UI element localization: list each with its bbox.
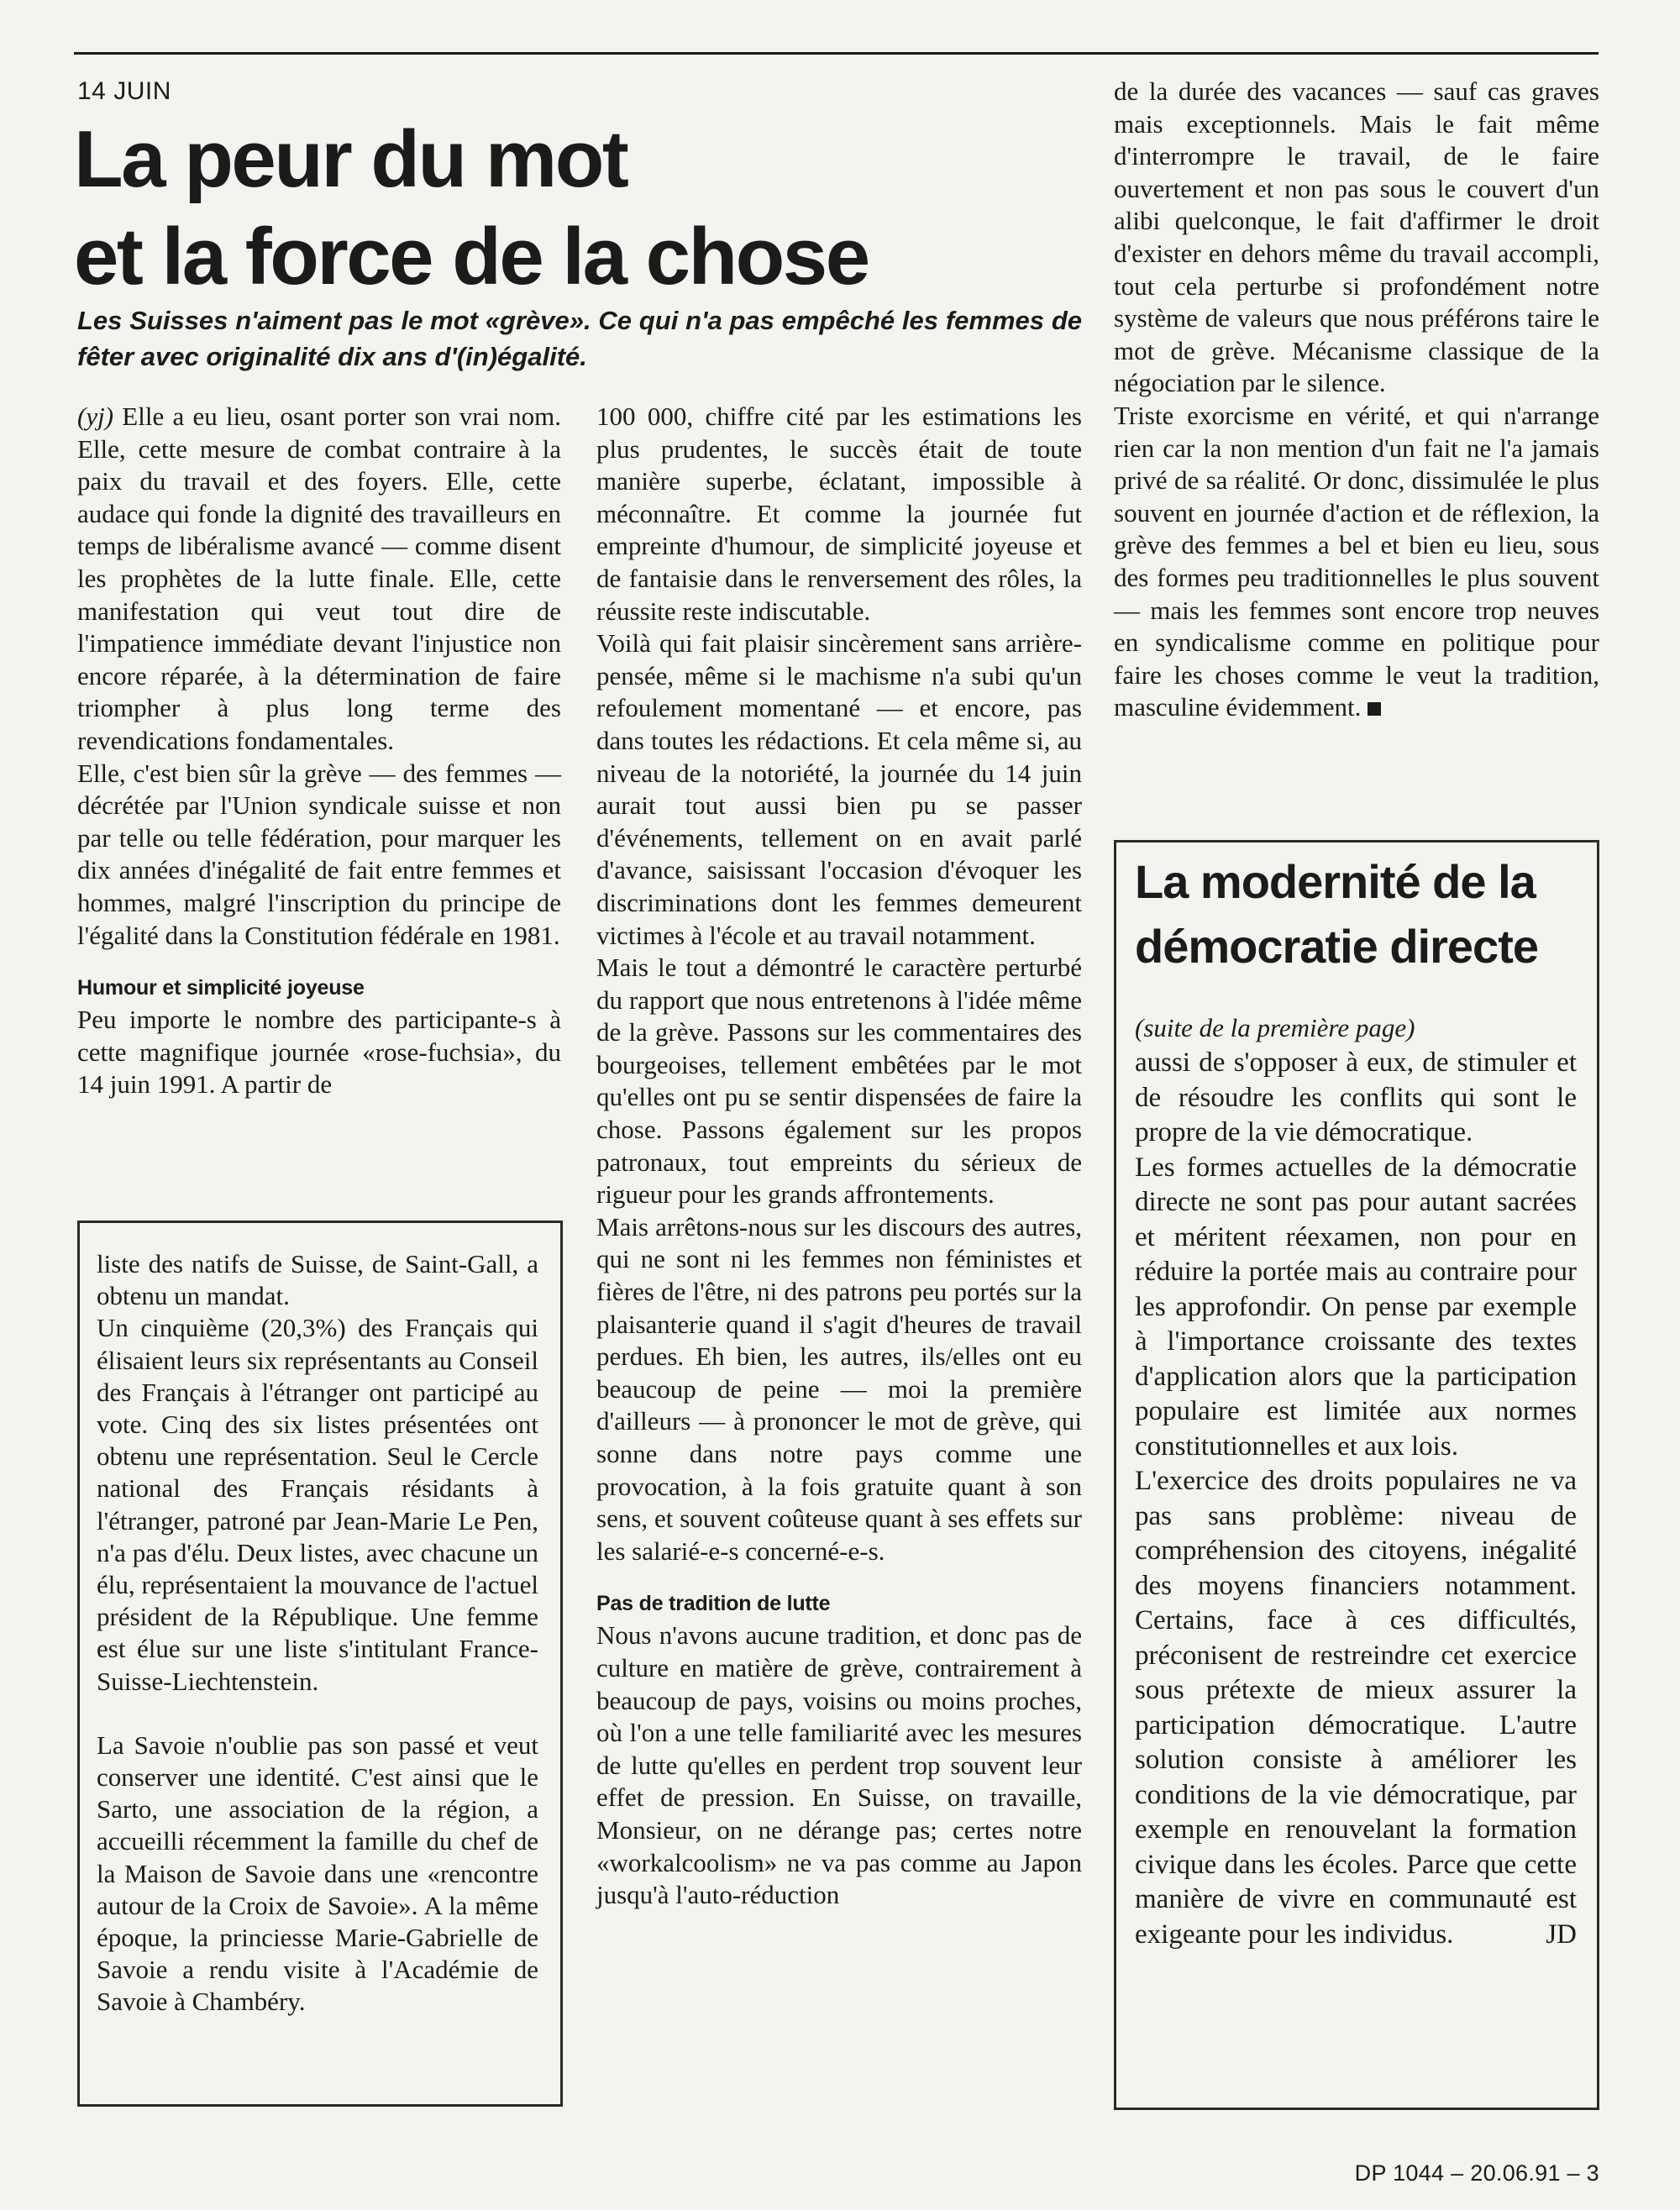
article-column-2 — [596, 401, 1082, 1912]
continued-note: (suite de la première page) — [1135, 1013, 1415, 1042]
article-paragraph: (yj) Elle a eu lieu, osant porter son vrai nom. Elle, cette mesure de combat contraire à la paix du travail et des foyers. Elle, cette audace qui fonde la dignité des travailleurs en temps de libéralisme avancé — comme disent les prophètes de la lutte finale. Elle, cette manifestation qui veut tout dire de l'impatience immédiate devant l'injustice non encore réparée, à la détermination de faire triompher à plus long terme des revendications fondamentales. — [77, 402, 561, 755]
article-paragraph: Elle, c'est bien sûr la grève — des femmes — décrétée par l'Union syndicale suisse et non par telle ou telle fédération, pour marquer les dix années d'inégalité de fait entre femmes et hommes, malgré l'inscription du principe de l'égalité dans la Constitution fédérale en 1981. — [77, 758, 561, 950]
article-paragraph-cont: Peu importe le nombre des participante-s à cette magnifique journée «rose-fuchsia», du 14 juin 1991. A partir de — [77, 1005, 561, 1100]
article-paragraph-cont: 100 000, chiffre cité par les estimations les plus prudentes, le succès était de toute manière superbe, éclatant, impossible à méconnaître. Et comme la journée fut empreinte d'humour, de simplicité joyeuse et de fantaisie dans le renversement des rôles, la réussite reste indiscutable. — [596, 402, 1082, 626]
headline — [74, 111, 1082, 306]
headline-line-2: et la force de la chose — [74, 212, 869, 302]
subheading-tradition: Pas de tradition de lutte — [596, 1592, 831, 1616]
box-title: La modernité de la démocratie directe — [1135, 855, 1538, 973]
article-paragraph: Mais le tout a démontré le caractère perturbé du rapport que nous entretenons à l'idée même de la grève. Passons sur les commentaires des bourgeoises, tellement embêtées par le mot qu'elles ont pu se sentir dispensées de faire la chose. Passons également sur les propos patronaux, tout empreints du sérieux de rigueur pour les grands affrontements. — [596, 953, 1082, 1210]
article-paragraph-cont: de la durée des vacances — sauf cas graves mais exceptionnels. Mais le fait même d'interrompre le travail, de le faire ouvertement et non pas sous le couvert d'un alibi quelconque, le fait d'affirmer le droit d'exister en dehors même du travail accompli, tout cela perturbe si profondément notre système de valeurs que nous préférons taire le mot de grève. Mécanisme classique de la négociation par le silence. — [1114, 76, 1599, 398]
article-column-3 — [1114, 76, 1599, 724]
article-paragraph-cont: Nous n'avons aucune tradition, et donc pas de culture en matière de grève, contrairement à beaucoup de pays, voisins ou moins proches, où l'on a une telle familiarité avec les mesures de lutte qu'elles en perdent trop souvent leur effet de pression. En Suisse, on travaille, Monsieur, on ne dérange pas; certes notre «workalcoolism» ne va pas comme au Japon jusqu'à l'auto-réduction — [596, 1620, 1082, 1910]
end-of-article-mark — [1368, 702, 1381, 716]
inset-box-elections — [77, 1220, 563, 2107]
box-paragraph: liste des natifs de Suisse, de Saint-Gall, a obtenu un mandat. — [97, 1249, 538, 1311]
subheading-humour: Humour et simplicité joyeuse — [77, 976, 365, 1000]
page-folio: DP 1044 – 20.06.91 – 3 — [1354, 2160, 1599, 2186]
article-column-1 — [77, 401, 561, 1101]
box-paragraph: L'exercice des droits populaires ne va pas sans problème: niveau de compréhension des citoyens, inégalité des moyens financiers notamment. Certains, face à ces difficultés, préconisent de restreindre cet exercice sous prétexte de mieux assurer la participation démocratique. L'autre solution consiste à améliorer les conditions de la vie démocratique, par exemple en renouvelant la formation civique dans les écoles. Parce que cette manière de vivre en communauté est exigeante pour les individus. JD — [1135, 1464, 1577, 1952]
box-paragraph: La Savoie n'oublie pas son passé et veut conserver une identité. C'est ainsi que le Sarto, une association de la région, a accueilli récemment la famille du chef de la Maison de Savoie dans une «rencontre autour de la Croix de Savoie». A la même époque, la princiesse Marie-Gabrielle de Savoie a rendu visite à l'Académie de Savoie à Chambéry. — [97, 1730, 538, 2017]
article-paragraph: Voilà qui fait plaisir sincèrement sans arrière-pensée, même si le machisme n'a subi qu'un refoulement momentané — et encore, pas dans toutes les rédactions. Et cela même si, au niveau de la notoriété, la journée du 14 juin aurait tout aussi bien pu se passer d'événements, tellement on en avait parlé d'avance, saisissant l'occasion d'évoquer les discriminations dont les femmes demeurent victimes à l'école et au travail notamment. — [596, 628, 1082, 950]
section-date: 14 JUIN — [77, 77, 171, 105]
article-paragraph: Mais arrêtons-nous sur les discours des autres, qui ne sont ni les femmes non féministes et fières de l'être, ni des patrons peu portés sur la plaisanterie quand il s'agit d'heures de travail perdues. Eh bien, les autres, ils/elles ont eu beaucoup de peine — moi la première d'ailleurs — à prononcer le mot de grève, qui sonne dans notre pays comme une provocation, à la fois gratuite quant à son sens, et souvent coûteuse quant à ses effets sur les salarié-e-s concerné-e-s. — [596, 1211, 1082, 1566]
box-paragraph: aussi de s'opposer à eux, de stimuler et de résoudre les conflits qui sont le propre de la vie démocratique. — [1135, 1047, 1577, 1147]
author-initials: (yj) — [77, 402, 114, 431]
top-rule — [74, 52, 1599, 55]
article-paragraph: Triste exorcisme en vérité, et qui n'arrange rien car la non mention d'un fait ne l'a jamais privé de sa réalité. Or donc, dissimulée le plus souvent en journée d'action et de réflexion, la grève des femmes a bel et bien eu lieu, sous des formes peu traditionnelles le plus souvent — mais les femmes sont encore trop neuves en syndicalisme comme en politique pour faire les choses comme le veut la tradition, masculine évidemment. — [1114, 400, 1599, 722]
signature: JD — [1546, 1919, 1577, 1950]
inset-box-democratie — [1114, 840, 1599, 2110]
standfirst: Les Suisses n'aiment pas le mot «grève». Ce qui n'a pas empêché les femmes de fêter avec originalité dix ans d'(in)égalité. — [77, 306, 1082, 371]
box-paragraph: Les formes actuelles de la démocratie directe ne sont pas pour autant sacrées et méritent réexamen, non pour en réduire la portée mais au contraire pour les approfondir. On pense par exemple à l'importance croissante des textes d'application alors que la participation populaire est limitée aux normes constitutionnelles et aux lois. — [1135, 1152, 1577, 1462]
headline-line-1: La peur du mot — [74, 114, 627, 204]
box-paragraph: Un cinquième (20,3%) des Français qui élisaient leurs six représentants au Conseil des Français à l'étranger ont participé au vote. Cinq des six listes présentées ont obtenu une représentation. Seul le Cercle national des Français résidants à l'étranger, patroné par Jean-Marie Le Pen, n'a pas d'élu. Deux listes, avec chacune un élu, représentaient la mouvance de l'actuel président de la République. Une femme est élue sur une liste s'intitulant France-Suisse-Liechtenstein. — [97, 1313, 539, 1696]
